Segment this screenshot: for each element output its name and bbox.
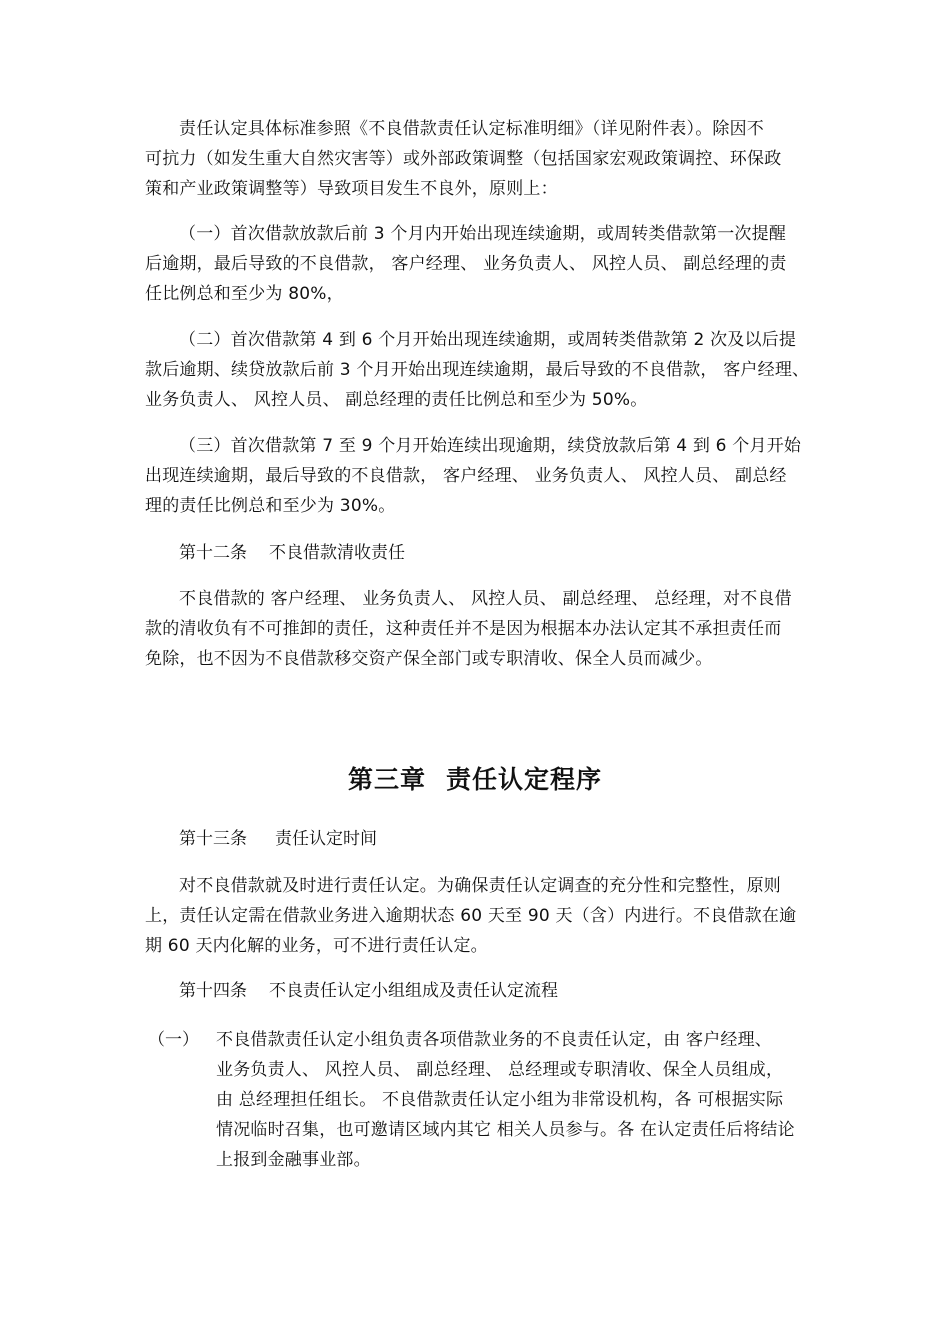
- article-twelve-title: 不良借款清收责任: [269, 543, 405, 563]
- article-thirteen-number: 第十三条: [179, 829, 247, 849]
- list-item-body: 不良借款责任认定小组负责各项借款业务的不良责任认定，由 客户经理、 业务负责人、 风控人员、 副总经理、 总经理或专职清收、保全人员组成， 由 总经理担任组长。 不良借款责任认定小组为非常设机构，各 可根据实际 情况临时召集，也可邀请区域内其它 相关人员参与。各 在认定责任后将结论 上报到金融事业部。: [216, 1030, 795, 1170]
- chapter-heading: [0, 762, 950, 798]
- chapter-title: 责任认定程序: [446, 765, 603, 794]
- paragraph-clause-three: （三）首次借款第 7 至 9 个月开始连续出现逾期，续贷放款后第 4 到 6 个月开始 出现连续逾期，最后导致的不良借款， 客户经理、 业务负责人、 风控人员、 副总经 理的责任比例总和至少为 30%。: [145, 436, 802, 516]
- chapter-number: 第三章: [347, 765, 426, 794]
- paragraph-clause-two: （二）首次借款第 4 到 6 个月开始出现连续逾期，或周转类借款第 2 次及以后提 款后逾期、续贷放款后前 3 个月开始出现连续逾期，最后导致的不良借款， 客户经理、 业务负责人、 风控人员、 副总经理的责任比例总和至少为 50%。: [145, 330, 810, 410]
- article-thirteen-title: 责任认定时间: [275, 829, 377, 849]
- article-fourteen-number: 第十四条: [179, 981, 247, 1001]
- article-fourteen-title: 不良责任认定小组组成及责任认定流程: [269, 981, 558, 1001]
- article-thirteen-heading: [179, 824, 377, 854]
- paragraph-responsibility-standard: 责任认定具体标准参照《不良借款责任认定标准明细》（详见附件表）。除因不 可抗力（如发生重大自然灾害等）或外部政策调整（包括国家宏观政策调控、环保政 策和产业政策调整等）导致项目发生不良外，原则上：: [145, 119, 782, 199]
- article-twelve-heading: [179, 538, 405, 568]
- article-fourteen-heading: [179, 976, 558, 1006]
- paragraph-collection-responsibility: 不良借款的 客户经理、 业务负责人、 风控人员、 副总经理、 总经理，对不良借 款的清收负有不可推卸的责任，这种责任并不是因为根据本办法认定其不承担责任而 免除，也不因为不良借款移交资产保全部门或专职清收、保全人员而减少。: [145, 589, 792, 669]
- paragraph-determination-time: 对不良借款就及时进行责任认定。为确保责任认定调查的充分性和完整性，原则 上，责任认定需在借款业务进入逾期状态 60 天至 90 天（含）内进行。不良借款在逾 期 60 天内化解的业务，可不进行责任认定。: [145, 876, 797, 956]
- list-marker: （一）: [148, 1030, 199, 1050]
- paragraph-clause-one: （一）首次借款放款后前 3 个月内开始出现连续逾期，或周转类借款第一次提醒 后逾期，最后导致的不良借款， 客户经理、 业务负责人、 风控人员、 副总经理的责 任比例总和至少为 80%，: [145, 224, 787, 304]
- article-twelve-number: 第十二条: [179, 543, 247, 563]
